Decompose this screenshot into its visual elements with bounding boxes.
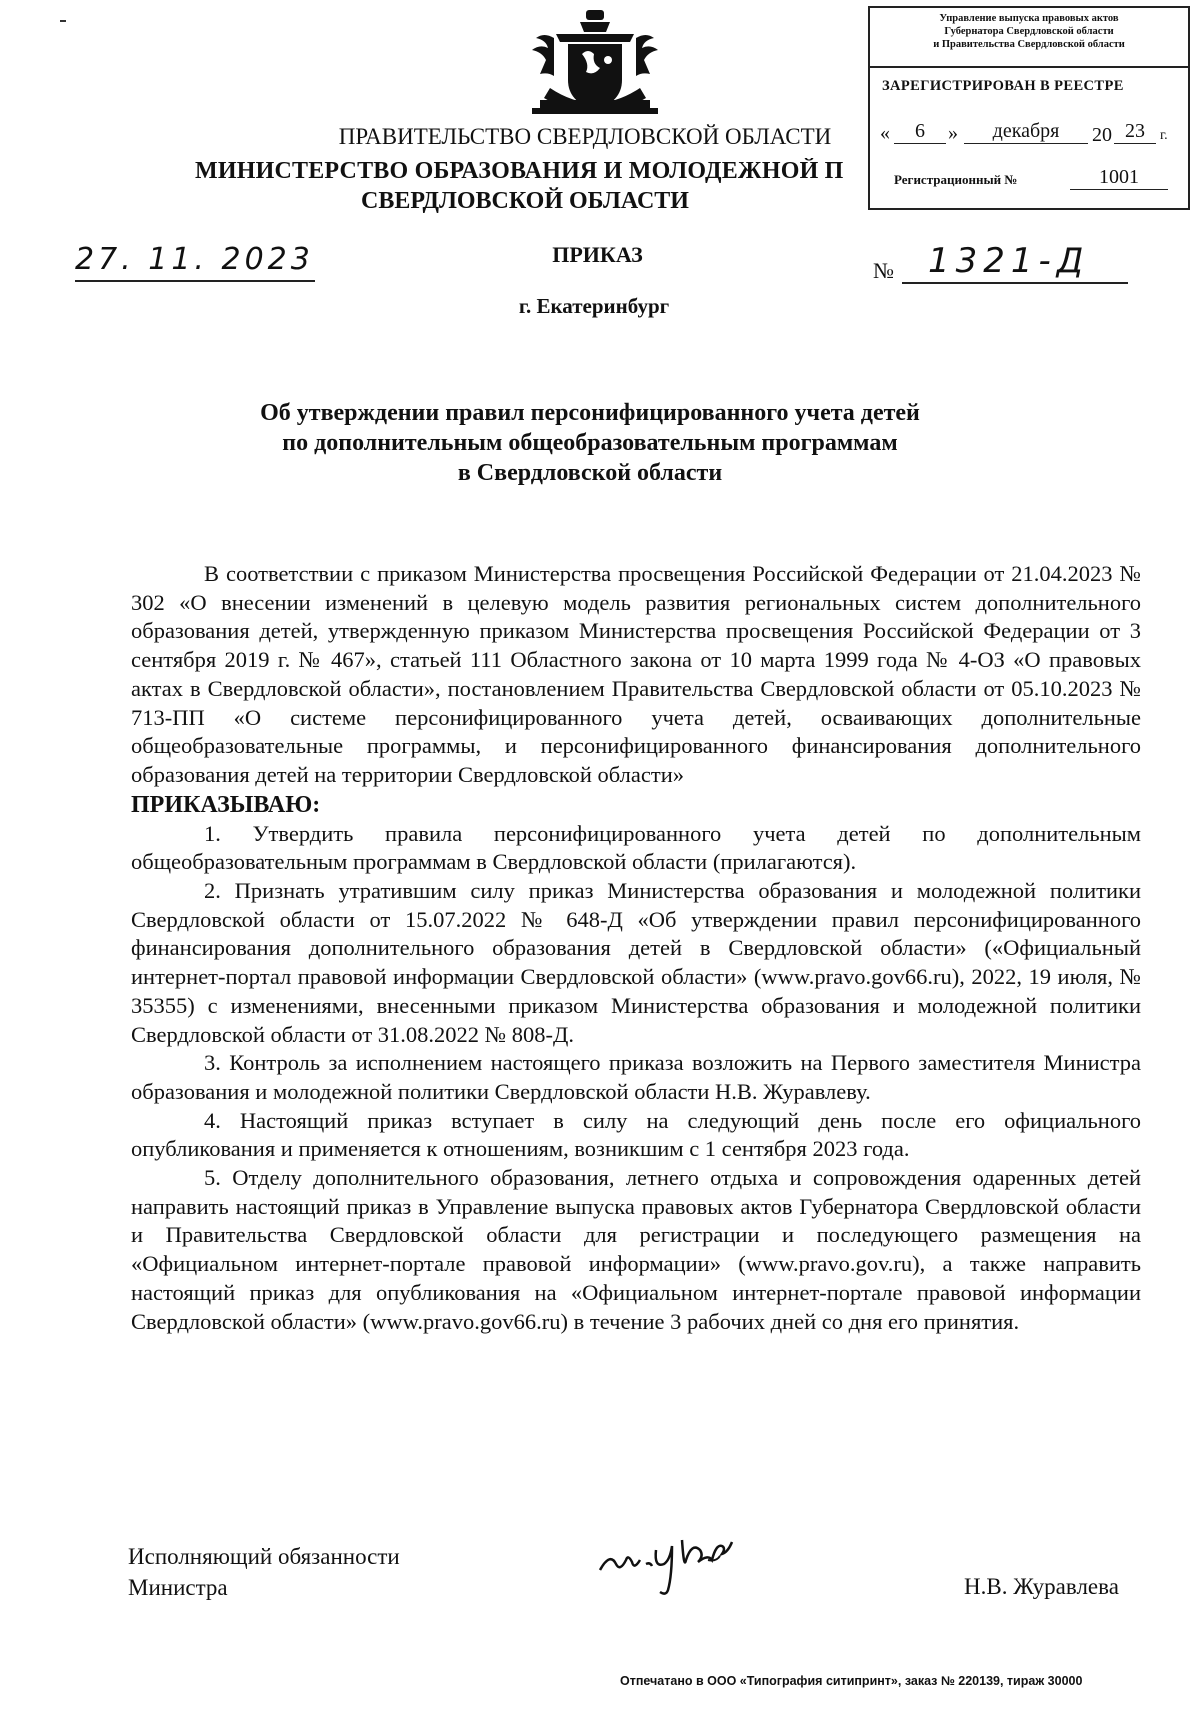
order-item-1: 1. Утвердить правила персонифицированного учета детей по дополнительным общеобразовательным программам в Свердловской области (прилагаются). <box>131 820 1141 875</box>
stamp-header-line: Губернатора Свердловской области <box>944 26 1114 37</box>
signer-name: Н.В. Журавлева <box>964 1574 1119 1599</box>
stamp-reg-label: Регистрационный № <box>894 172 1018 187</box>
stamp-day: 6 <box>894 120 946 144</box>
signer-position <box>128 1541 400 1603</box>
coat-of-arms-icon <box>520 8 670 120</box>
stamp-header-line: и Правительства Свердловской области <box>933 39 1125 50</box>
order-title: ПРИКАЗ <box>552 242 643 267</box>
stamp-header-line: Управление выпуска правовых актов <box>939 13 1119 24</box>
order-date: 27. 11. 2023 <box>75 240 315 282</box>
document-title-line: в Свердловской области <box>457 460 723 486</box>
order-number-label: № <box>873 258 894 283</box>
stamp-year-prefix: 20 <box>1092 124 1112 146</box>
preamble-paragraph: В соответствии с приказом Министерства просвещения Российской Федерации от 21.04.2023 № 302 «О внесении изменений в целевую модель развития региональных систем дополнительного образования детей, утвержденную приказом Министерства просвещения Российской Федерации от 3 сентября 2019 г. № 467», статьей 111 Областного закона от 10 марта 1999 года № 4-ОЗ «О правовых актах в Свердловской области», постановлением Правительства Свердловской области от 05.10.2023 № 713-ПП «О системе персонифицированного учета детей, осваивающих дополнительные общеобразовательные программы, и персонифицированного финансирования дополнительного образования детей на территории Свердловской области» <box>131 561 1141 787</box>
stamp-quote-open: « <box>880 122 890 144</box>
registration-stamp <box>868 6 1190 210</box>
order-item-5: 5. Отделу дополнительного образования, летнего отдыха и сопровождения одаренных детей направить настоящий приказ в Управление выпуска правовых актов Губернатора Свердловской области и Правительства Свердловской области для регистрации и последующего размещения на «Официальном интернет-портале правовой информации» (www.pravo.gov.ru), а также направить настоящий приказ для опубликования на «Официальном интернет-портале правовой информации Свердловской области» (www.pravo.gov66.ru) в течение 3 рабочих дней со дня его принятия. <box>131 1165 1141 1334</box>
ministry-title-line2: СВЕРДЛОВСКОЙ ОБЛАСТИ <box>361 188 689 214</box>
document-body <box>131 560 1141 1336</box>
print-note: Отпечатано в ООО «Типография ситипринт», заказ № 220139, тираж 30000 <box>620 1674 1083 1688</box>
handwritten-signature-icon <box>596 1530 756 1600</box>
government-title: ПРАВИТЕЛЬСТВО СВЕРДЛОВСКОЙ ОБЛАСТИ <box>338 124 832 149</box>
stamp-month: декабря <box>964 120 1088 144</box>
stamp-year-abbr: г. <box>1160 128 1168 143</box>
signer-position-line: Исполняющий обязанности <box>128 1544 400 1569</box>
document-title <box>150 398 1030 488</box>
document-title-line: Об утверждении правил персонифицированного учета детей <box>260 400 920 426</box>
stamp-quote-close: » <box>948 122 958 144</box>
order-number: 1321-Д <box>902 240 1128 284</box>
stamp-header <box>870 8 1188 68</box>
corner-mark <box>60 20 66 22</box>
order-item-4: 4. Настоящий приказ вступает в силу на следующий день после его официального опубликования и применяется к отношениям, возникшим с 1 сентября 2023 года. <box>131 1107 1141 1162</box>
order-item-3: 3. Контроль за исполнением настоящего приказа возложить на Первого заместителя Министра образования и молодежной политики Свердловской области Н.В. Журавлеву. <box>131 1050 1141 1104</box>
stamp-year: 23 <box>1114 120 1156 144</box>
city: г. Екатеринбург <box>518 294 670 318</box>
order-item-2: 2. Признать утратившим силу приказ Министерства образования и молодежной политики Свердловской области от 15.07.2022 № 648-Д «Об утверждении правил персонифицированного финансирования дополнительного образования детей в Свердловской области» («Официальный интернет-портал правовой информации Свердловской области» (www.pravo.gov66.ru), 2022, 19 июля, № 35355) с изменениями, внесенными приказом Министерства образования и молодежной политики Свердловской области от 31.08.2022 № 808-Д. <box>131 878 1141 1047</box>
document-title-line: по дополнительным общеобразовательным программам <box>282 430 898 456</box>
decree-heading: ПРИКАЗЫВАЮ: <box>131 791 321 818</box>
stamp-reg-number: 1001 <box>1070 166 1168 190</box>
ministry-title-line1: МИНИСТЕРСТВО ОБРАЗОВАНИЯ И МОЛОДЕЖНОЙ П <box>195 158 844 184</box>
stamp-registered-label: ЗАРЕГИСТРИРОВАН В РЕЕСТРЕ <box>882 78 1124 94</box>
signer-position-line: Министра <box>128 1575 228 1600</box>
